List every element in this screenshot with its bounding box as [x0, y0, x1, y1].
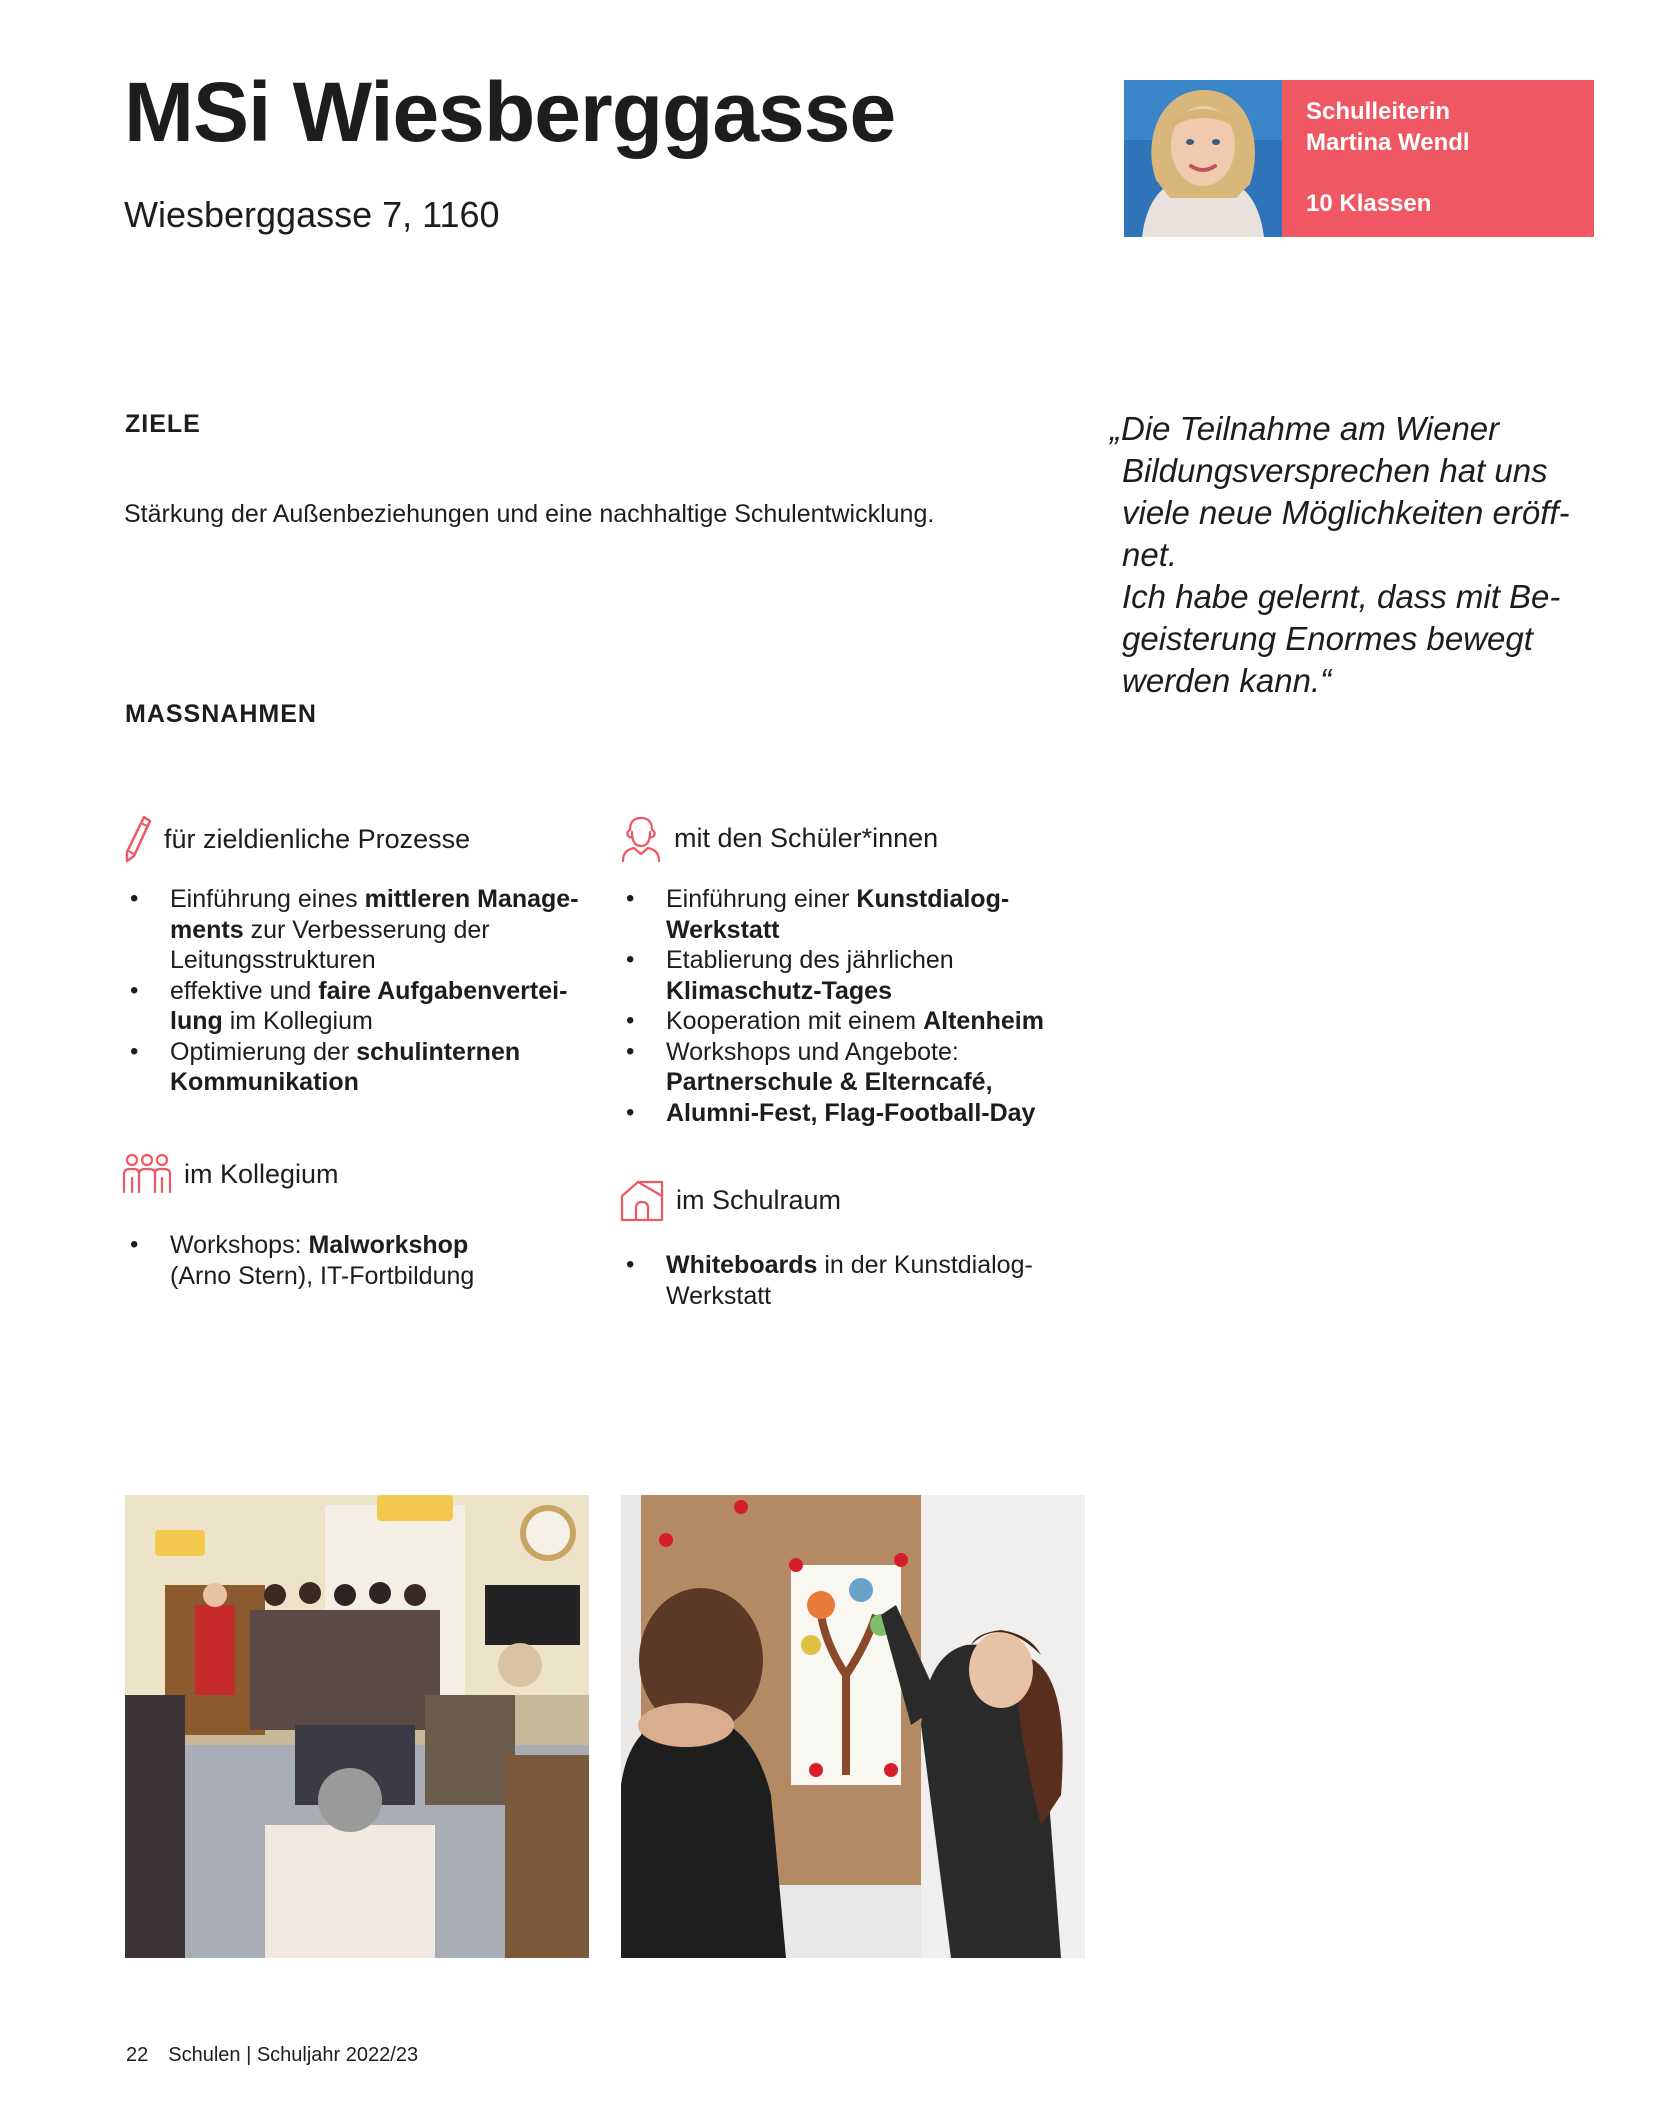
principal-quote	[1110, 408, 1580, 702]
group-icon	[122, 1152, 172, 1196]
footer-text: Schulen | Schuljahr 2022/23	[168, 2044, 419, 2066]
quote-line: werden kann.“	[1122, 662, 1332, 699]
ziele-text: Stärkung der Außenbeziehungen und eine nachhaltige Schulentwicklung.	[124, 500, 935, 528]
quote-line: Ich habe gelernt, dass mit Be-	[1122, 578, 1561, 615]
quote-line: viele neue Möglichkeiten eröff-	[1122, 494, 1570, 531]
category-label: im Kollegium	[184, 1158, 339, 1189]
principal-info-box	[1282, 80, 1594, 237]
category-label: mit den Schüler*innen	[674, 822, 939, 853]
student-icon	[620, 814, 662, 862]
photo-kunstdialog	[621, 1495, 1085, 1958]
list-item: • Whiteboards in der Kunstdialog- Werkstatt	[622, 1250, 1102, 1311]
category-schueler	[620, 814, 938, 862]
quote-line: net.	[1122, 536, 1178, 573]
list-item: • Einführung eines mittleren Manage- ments zur Verbesserung der Leitungsstrukturen	[126, 884, 606, 976]
list-item: • Optimierung der schulinternen Kommunikation	[126, 1037, 606, 1098]
page-footer	[126, 2044, 418, 2067]
schulraum-list	[622, 1250, 1102, 1311]
quote-line: Bildungsversprechen hat uns	[1122, 452, 1548, 489]
list-item: • Workshops und Angebote: Partnerschule & Elterncafé,	[622, 1037, 1102, 1098]
list-item: • Alumni-Fest, Flag-Football-Day	[622, 1098, 1102, 1129]
principal-name: Martina Wendl	[1306, 129, 1470, 156]
school-address: Wiesberggasse 7, 1160	[124, 194, 500, 235]
photo-altenheim	[125, 1495, 589, 1958]
category-prozesse	[122, 814, 470, 864]
page-title: MSi Wiesberggasse	[124, 65, 896, 159]
class-count: 10 Klassen	[1306, 190, 1432, 217]
prozesse-list	[126, 884, 606, 1098]
category-schulraum	[620, 1178, 841, 1222]
kollegium-list	[126, 1230, 606, 1291]
principal-portrait	[1124, 80, 1282, 237]
category-label: für zieldienliche Prozesse	[164, 823, 471, 854]
house-icon	[620, 1178, 664, 1222]
list-item: • Etablierung des jährlichen Klimaschutz-Tages	[622, 945, 1102, 1006]
massnahmen-heading: MASSNAHMEN	[125, 700, 317, 728]
quote-line: geisterung Enormes bewegt	[1122, 620, 1533, 657]
category-kollegium	[122, 1152, 339, 1196]
principal-role: Schulleiterin	[1306, 98, 1451, 125]
list-item: • Workshops: Malworkshop (Arno Stern), IT-Fortbildung	[126, 1230, 606, 1291]
list-item: • effektive und faire Aufgabenvertei- lung im Kollegium	[126, 976, 606, 1037]
pencil-icon	[122, 814, 152, 864]
category-label: im Schulraum	[676, 1184, 842, 1215]
schueler-list	[622, 884, 1102, 1128]
list-item: • Kooperation mit einem Altenheim	[622, 1006, 1102, 1037]
ziele-heading: ZIELE	[125, 410, 201, 438]
page-number: 22	[126, 2044, 149, 2066]
quote-line: „Die Teilnahme am Wiener	[1110, 410, 1500, 447]
list-item: • Einführung einer Kunstdialog- Werkstatt	[622, 884, 1102, 945]
